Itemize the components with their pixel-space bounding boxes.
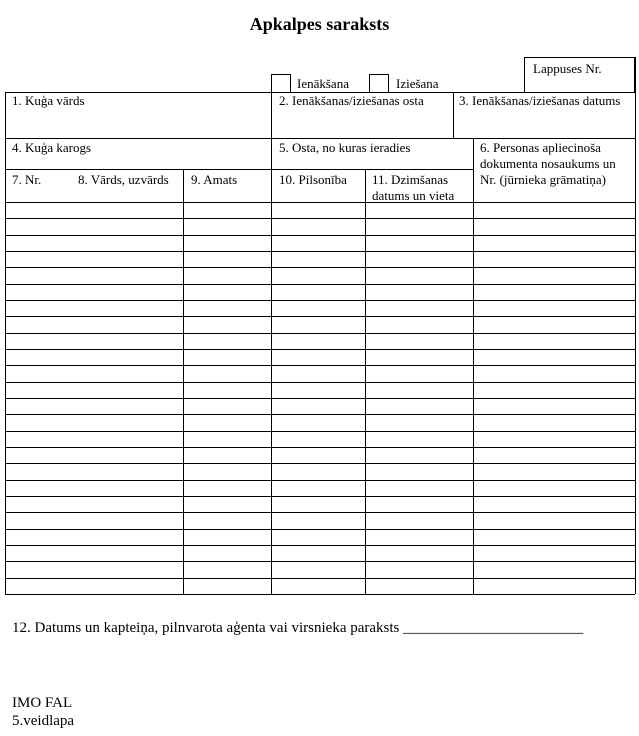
field-id-document-line1: 6. Personas apliecinoša bbox=[480, 140, 601, 155]
table-row-line bbox=[5, 365, 635, 366]
table-row-line bbox=[5, 431, 635, 432]
departure-label: Iziešana bbox=[396, 76, 439, 91]
field-id-document-line2: dokumenta nosaukums un bbox=[480, 156, 616, 171]
imo-fal-label: IMO FAL bbox=[12, 695, 73, 711]
field-port-arrived-from: 5. Osta, no kuras ieradies bbox=[279, 140, 411, 155]
arrival-label: Ienākšana bbox=[297, 76, 349, 91]
field-port-of-arrival-departure: 2. Ienākšanas/iziešanas osta bbox=[279, 93, 424, 108]
table-row-line bbox=[5, 202, 635, 203]
page-number-label: Lappuses Nr. bbox=[533, 61, 602, 76]
field-flag-state: 4. Kuģa karogs bbox=[12, 140, 92, 155]
field-id-document-line3: Nr. (jūrnieka grāmatiņa) bbox=[480, 172, 606, 187]
field-date-of-arrival-departure: 3. Ienākšanas/iziešanas datums bbox=[459, 93, 621, 108]
column-number: 7. Nr. bbox=[12, 172, 42, 187]
table-row-line bbox=[5, 545, 635, 546]
header-row1-bottom bbox=[5, 138, 635, 139]
frame-right-line bbox=[635, 57, 636, 594]
arrival-checkbox[interactable] bbox=[271, 74, 291, 93]
column-birth-line2: datums un vieta bbox=[372, 188, 455, 203]
table-row-line bbox=[5, 512, 635, 513]
table-row-line bbox=[5, 300, 635, 301]
table-row-line bbox=[5, 349, 635, 350]
table-row-line bbox=[5, 382, 635, 383]
table-row-line bbox=[5, 463, 635, 464]
table-row-line bbox=[5, 316, 635, 317]
header-row2-bottom bbox=[5, 169, 473, 170]
table-row-line bbox=[5, 578, 635, 579]
table-row-line bbox=[5, 251, 635, 252]
signature-line: 12. Datums un kapteiņa, pilnvarota aģenta vai virsnieka paraksts ________________________ bbox=[12, 620, 584, 636]
table-row-line bbox=[5, 398, 635, 399]
table-row-line bbox=[5, 235, 635, 236]
table-row-line bbox=[5, 447, 635, 448]
divider-field2-field3 bbox=[453, 92, 454, 138]
table-bottom-line bbox=[5, 594, 635, 595]
table-row-line bbox=[5, 267, 635, 268]
frame-left-line bbox=[5, 92, 6, 594]
column-rank: 9. Amats bbox=[191, 172, 238, 187]
column-birth-line1: 11. Dzimšanas bbox=[372, 172, 449, 187]
table-row-line bbox=[5, 333, 635, 334]
table-row-line bbox=[5, 480, 635, 481]
table-row-line bbox=[5, 284, 635, 285]
table-row-line bbox=[5, 414, 635, 415]
form-number-label: 5.veidlapa bbox=[12, 713, 75, 729]
table-row-line bbox=[5, 529, 635, 530]
divider-field1-field2 bbox=[271, 92, 272, 169]
column-nationality: 10. Pilsonība bbox=[279, 172, 347, 187]
table-row-line bbox=[5, 496, 635, 497]
table-row-line bbox=[5, 218, 635, 219]
column-name-surname: 8. Vārds, uzvārds bbox=[78, 172, 169, 187]
divider-field5-field6 bbox=[473, 138, 474, 169]
form-title: Apkalpes saraksts bbox=[249, 14, 390, 34]
table-row-line bbox=[5, 561, 635, 562]
departure-checkbox[interactable] bbox=[369, 74, 389, 93]
field-ship-name: 1. Kuģa vārds bbox=[12, 93, 85, 108]
